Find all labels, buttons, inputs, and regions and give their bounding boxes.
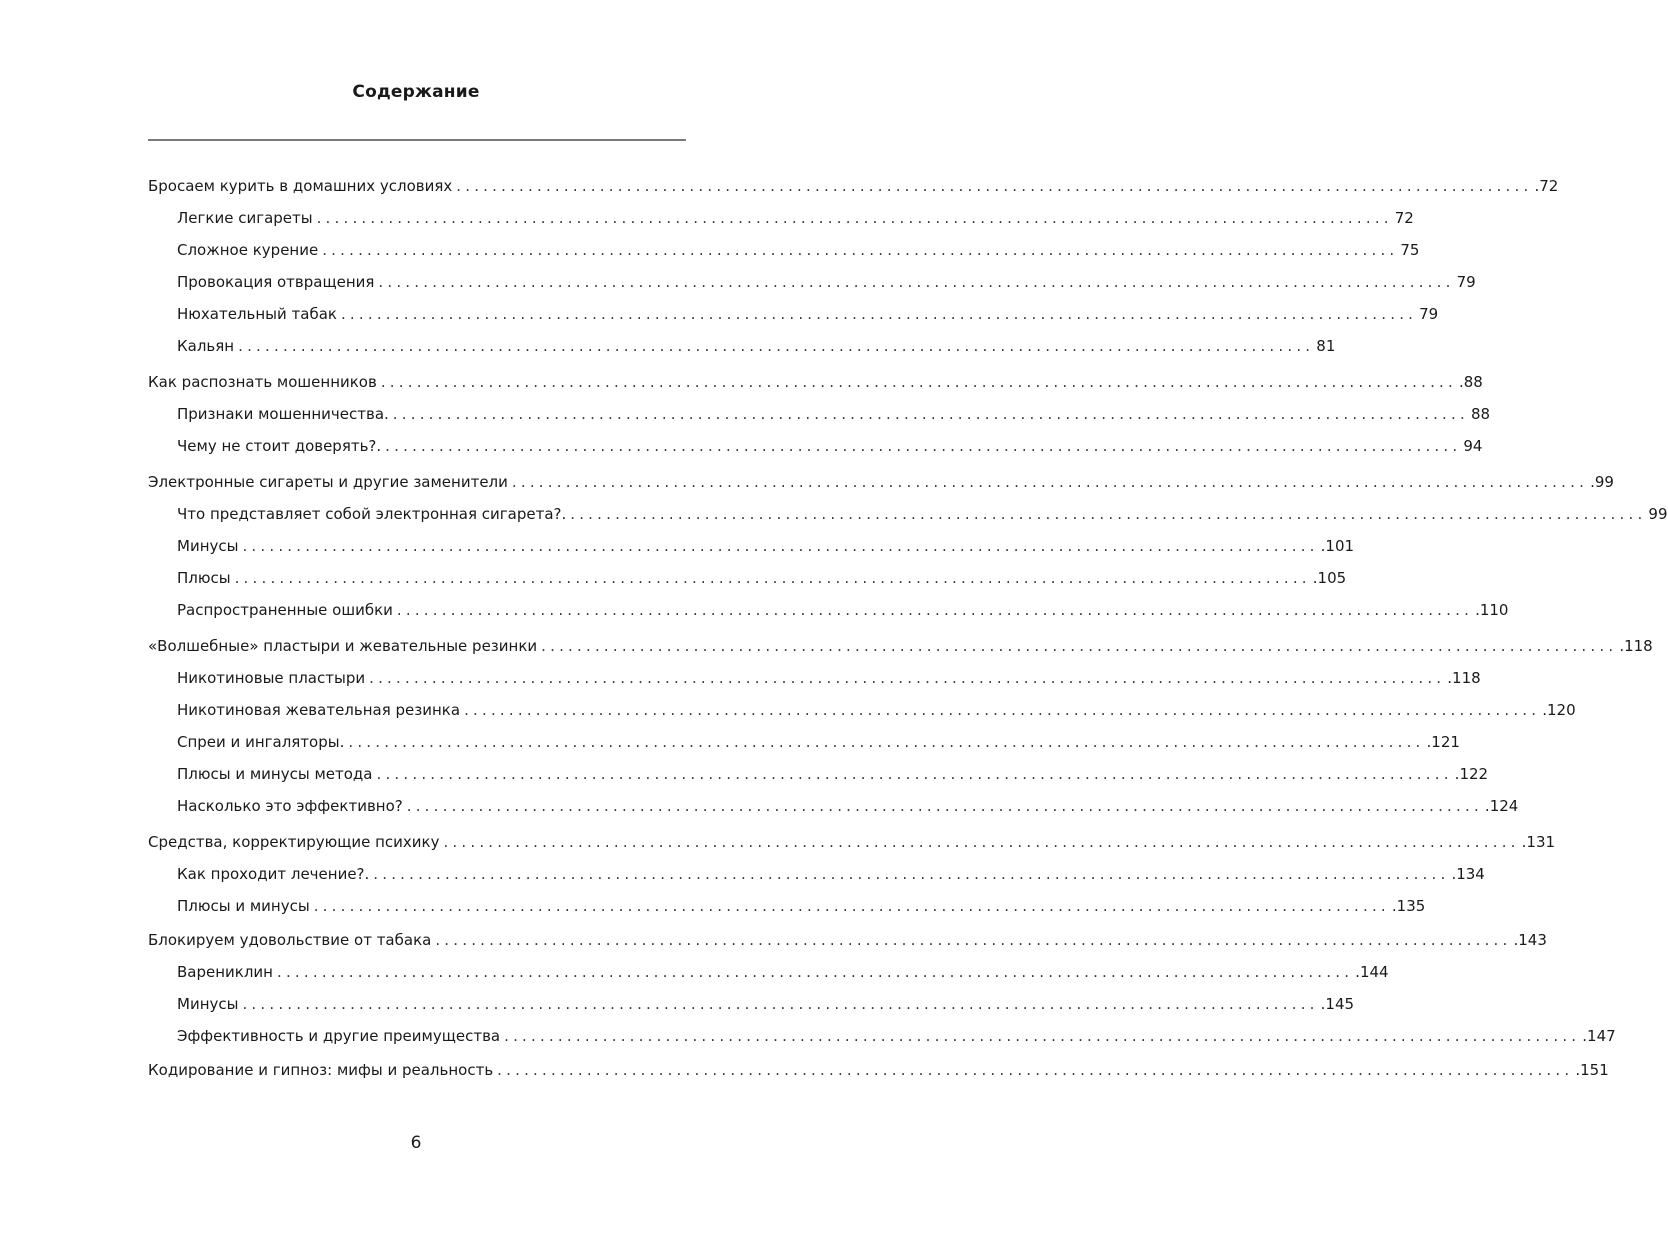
toc-entry-title: Никотиновые пластыри [177, 668, 369, 688]
toc-chapter[interactable] [148, 1056, 1609, 1080]
dot-leader: ........................................................................................................................ [376, 765, 1453, 783]
toc-section[interactable] [177, 432, 1483, 456]
toc-section[interactable] [177, 792, 1519, 816]
toc-entry-title: Плюсы и минусы [177, 896, 314, 916]
toc-section[interactable] [177, 696, 1576, 720]
title-divider [148, 139, 686, 141]
toc-entry-title: Минусы [177, 994, 242, 1014]
toc-entry-page: .143 [1513, 931, 1547, 949]
toc-entry-title: Спреи и ингаляторы. [177, 732, 348, 752]
toc-entry-page: .120 [1542, 701, 1576, 719]
toc-entry-page: 81 [1316, 337, 1336, 355]
toc-chapter[interactable] [148, 368, 1483, 392]
toc-entry-page: .144 [1355, 963, 1389, 981]
toc-entry-title: Как проходит лечение?. [177, 864, 373, 884]
toc-entry-title: Распространенные ошибки [177, 600, 397, 620]
dot-leader: ........................................................................................................................ [396, 601, 1474, 619]
toc-section[interactable] [177, 564, 1347, 588]
toc-section[interactable] [177, 760, 1489, 784]
toc-entry-page: 88 [1470, 405, 1491, 423]
toc-entry-page: 75 [1400, 241, 1420, 259]
toc-entry-page: .118 [1447, 669, 1481, 687]
dot-leader: ........................................................................................................................ [242, 995, 1319, 1013]
toc-entry-page: .131 [1521, 833, 1556, 851]
toc-entry-page: .151 [1575, 1061, 1609, 1079]
page-title: Содержание [352, 82, 480, 102]
toc-entry-title: Кодирование и гипноз: мифы и реальность [148, 1060, 497, 1080]
toc-entry-page: 99 [1648, 505, 1668, 523]
dot-leader: ........................................................................................................................ [435, 931, 1512, 949]
toc-section[interactable] [177, 958, 1389, 982]
toc-section[interactable] [177, 332, 1336, 356]
dot-leader: ........................................................................................................................ [322, 241, 1399, 259]
toc-entry-title: Признаки мошенничества. [177, 404, 393, 424]
dot-leader: ........................................................................................................................ [373, 865, 1450, 883]
toc-entry-title: Кальян [177, 336, 238, 356]
toc-entry-page: .124 [1484, 797, 1519, 815]
dot-leader: ........................................................................................................................ [464, 701, 1541, 719]
dot-leader: ........................................................................................................................ [277, 963, 1354, 981]
toc-chapter[interactable] [148, 926, 1547, 950]
toc-section[interactable] [177, 596, 1509, 620]
dot-leader: ........................................................................................................................ [406, 797, 1483, 815]
dot-leader: ........................................................................................................................ [497, 1061, 1574, 1079]
toc-entry-page: .99 [1590, 473, 1614, 491]
dot-leader: ........................................................................................................................ [313, 897, 1390, 915]
toc-entry-page: 72 [1394, 209, 1414, 227]
toc-section[interactable] [177, 500, 1668, 524]
toc-entry-title: Плюсы и минусы метода [177, 764, 377, 784]
toc-entry-title: Нюхательный табак [177, 304, 341, 324]
toc-section[interactable] [177, 860, 1485, 884]
dot-leader: ........................................................................................................................ [348, 733, 1425, 751]
dot-leader: ........................................................................................................................ [541, 637, 1618, 655]
toc-entry-page: .105 [1312, 569, 1347, 587]
toc-entry-title: Электронные сигареты и другие заменители [148, 472, 512, 492]
toc-entry-title: Чему не стоит доверять?. [177, 436, 385, 456]
toc-section[interactable] [177, 204, 1414, 228]
toc-entry-page: .88 [1459, 373, 1483, 391]
toc-entry-title: Плюсы [177, 568, 235, 588]
toc-entry-title: «Волшебные» пластыри и жевательные резинки [148, 636, 541, 656]
dot-leader: ........................................................................................................................ [234, 569, 1311, 587]
toc-chapter[interactable] [148, 172, 1559, 196]
toc-section[interactable] [177, 990, 1355, 1014]
dot-leader: ........................................................................................................................ [340, 305, 1418, 323]
toc-section[interactable] [177, 236, 1420, 260]
dot-leader: ........................................................................................................................ [385, 437, 1462, 455]
toc-entry-title: Насколько это эффективно? [177, 796, 407, 816]
dot-leader: ........................................................................................................................ [369, 669, 1446, 687]
toc-entry-page: .101 [1320, 537, 1355, 555]
dot-leader: ........................................................................................................................ [570, 505, 1647, 523]
toc-entry-page: .110 [1475, 601, 1509, 619]
dot-leader: ........................................................................................................................ [504, 1027, 1581, 1045]
dot-leader: ........................................................................................................................ [242, 537, 1319, 555]
dot-leader: ........................................................................................................................ [443, 833, 1520, 851]
dot-leader: ........................................................................................................................ [392, 405, 1469, 423]
toc-entry-page: 94 [1463, 437, 1483, 455]
toc-entry-title: Минусы [177, 536, 242, 556]
toc-entry-page: .145 [1320, 995, 1355, 1013]
dot-leader: ........................................................................................................................ [378, 273, 1455, 291]
toc-entry-page: .147 [1582, 1027, 1616, 1045]
toc-section[interactable] [177, 892, 1426, 916]
toc-entry-title: Средства, корректирующие психику [148, 832, 443, 852]
toc-entry-page: 79 [1456, 273, 1476, 291]
toc-section[interactable] [177, 400, 1491, 424]
toc-entry-page: .122 [1454, 765, 1489, 783]
toc-entry-title: Никотиновая жевательная резинка [177, 700, 464, 720]
toc-section[interactable] [177, 268, 1476, 292]
toc-chapter[interactable] [148, 632, 1653, 656]
toc-entry-page: .72 [1534, 177, 1559, 195]
toc-section[interactable] [177, 728, 1460, 752]
toc-entry-title: Легкие сигареты [177, 208, 317, 228]
toc-entry-title: Сложное курение [177, 240, 322, 260]
toc-section[interactable] [177, 532, 1355, 556]
toc-entry-page: .134 [1451, 865, 1485, 883]
toc-entry-page: .121 [1426, 733, 1460, 751]
toc-entry-title: Что представляет собой электронная сигарета?. [177, 504, 570, 524]
dot-leader: ........................................................................................................................ [456, 177, 1533, 195]
dot-leader: ........................................................................................................................ [316, 209, 1393, 227]
toc-chapter[interactable] [148, 828, 1556, 852]
toc-chapter[interactable] [148, 468, 1614, 492]
toc-entry-title: Варениклин [177, 962, 277, 982]
toc-section[interactable] [177, 300, 1439, 324]
dot-leader: ........................................................................................................................ [511, 473, 1589, 491]
toc-section[interactable] [177, 664, 1481, 688]
toc-entry-page: .135 [1391, 897, 1426, 915]
toc-entry-title: Эффективность и другие преимущества [177, 1026, 504, 1046]
page-number: 6 [410, 1133, 422, 1153]
toc-entry-page: 79 [1419, 305, 1439, 323]
toc-entry-title: Блокируем удовольствие от табака [148, 930, 435, 950]
toc-entry-title: Бросаем курить в домашних условиях [148, 176, 456, 196]
toc-entry-title: Провокация отвращения [177, 272, 378, 292]
dot-leader: ........................................................................................................................ [238, 337, 1315, 355]
dot-leader: ........................................................................................................................ [380, 373, 1457, 391]
toc-entry-page: .118 [1619, 637, 1653, 655]
toc-section[interactable] [177, 1022, 1616, 1046]
toc-entry-title: Как распознать мошенников [148, 372, 381, 392]
